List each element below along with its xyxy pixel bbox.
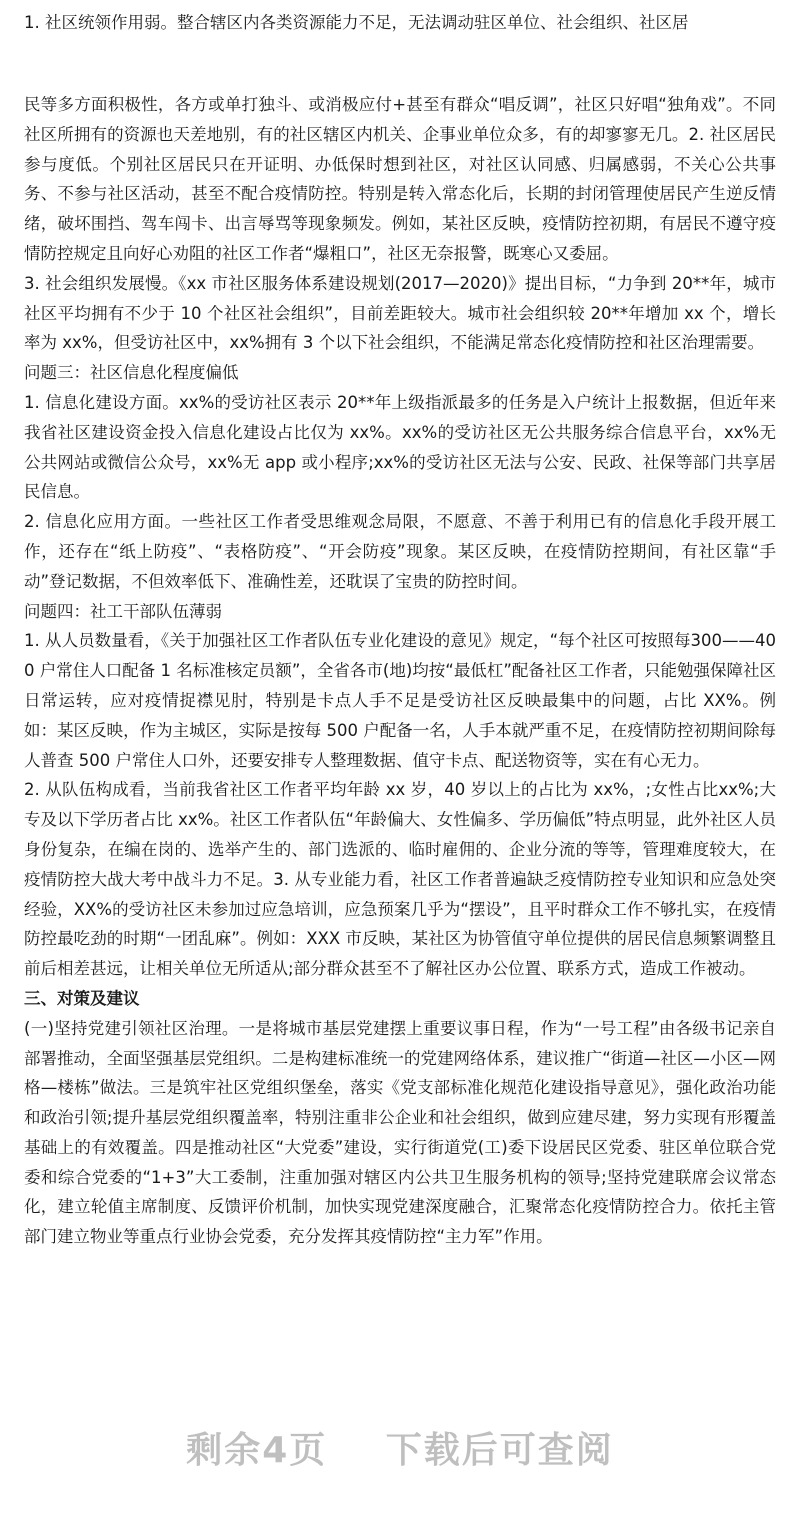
- download-to-read-label: 下载后可查阅: [385, 1430, 614, 1471]
- download-prompt-footer[interactable]: [0, 1422, 800, 1473]
- paragraph-party-building: (一)坚持党建引领社区治理。一是将城市基层党建摆上重要议事日程，作为“一号工程”由各级书记亲自部署推动，全面坚强基层党组织。二是构建标准统一的党建网络体系，建议推广“街道—社区—小区—网格—楼栋”做法。三是筑牢社区党组织堡垒，落实《党支部标准化规范化建设指导意见》，强化政治功能和政治引领;提升基层党组织覆盖率，特别注重非公企业和社会组织，做到应建尽建，努力实现有形覆盖基础上的有效覆盖。四是推动社区“大党委”建设，实行街道党(工)委下设居民区党委、驻区单位联合党委和综合党委的“1+3”大工委制，注重加强对辖区内公共卫生服务机构的领导;坚持党建联席会议常态化，建立轮值主席制度、反馈评价机制，加快实现党建深度融合，汇聚常态化疫情防控合力。依托主管部门建立物业等重点行业协会党委，充分发挥其疫情防控“主力军”作用。: [24, 1018, 776, 1247]
- paragraph-info-construction: 1. 信息化建设方面。xx%的受访社区表示 20**年上级指派最多的任务是入户统计上报数据，但近年来我省社区建设资金投入信息化建设占比仅为 xx%。xx%的受访社区无公共服务综合信息平台，xx%无公共网站或微信公众号，xx%无 app 或小程序;xx%的受访社区无法与公安、民政、社保等部门共享居民信息。: [24, 392, 776, 502]
- document-body: [24, 90, 776, 1252]
- paragraph-info-application: 2. 信息化应用方面。一些社区工作者受思维观念局限，不愿意、不善于利用已有的信息化手段开展工作，还存在“纸上防疫”、“表格防疫”、“开会防疫”现象。某区反映，在疫情防控期间，有社区靠“手动”登记数据，不但效率低下、准确性差，还耽误了宝贵的防控时间。: [24, 512, 776, 591]
- heading-section-three: 三、对策及建议: [24, 988, 140, 1008]
- remaining-pages-label: 剩余4页: [186, 1430, 328, 1471]
- paragraph-first-line: 1. 社区统领作用弱。整合辖区内各类资源能力不足，无法调动驻区单位、社会组织、社区居: [24, 13, 689, 32]
- paragraph-social-organizations: 3. 社会组织发展慢。《xx 市社区服务体系建设规划(2017—2020)》提出目标，“力争到 20**年，城市社区平均拥有不少于 10 个社区社会组织”，目前差距较大。城市社会组织较 20**年增加 xx 个，增长率为 xx%，但受访社区中，xx%拥有 3 个以下社会组织，不能满足常态化疫情防控和社区治理需要。: [24, 273, 776, 353]
- heading-problem-three: 问题三：社区信息化程度偏低: [24, 363, 239, 383]
- heading-problem-four: 问题四：社工干部队伍薄弱: [24, 601, 222, 621]
- paragraph-staff-composition: 2. 从队伍构成看，当前我省社区工作者平均年龄 xx 岁，40 岁以上的占比为 xx%，;女性占比xx%;大专及以下学历者占比 xx%。社区工作者队伍“年龄偏大、女性偏多、学历偏低”特点明显，此外社区人员身份复杂，在编在岗的、选举产生的、部门选派的、临时雇佣的、企业分流的等等，管理难度较大，在疫情防控大战大考中战斗力不足。3. 从专业能力看，社区工作者普遍缺乏疫情防控专业知识和应急处突经验，XX%的受访社区未参加过应急培训，应急预案几乎为“摆设”，且平时群众工作不够扎实，在疫情防控最吃劲的时期“一团乱麻”。例如：XXX 市反映，某社区为协管值守单位提供的居民信息频繁调整且前后相差甚远，让相关单位无所适从;部分群众甚至不了解社区办公位置、联系方式，造成工作被动。: [24, 780, 776, 979]
- paragraph-staff-quantity: 1. 从人员数量看，《关于加强社区工作者队伍专业化建设的意见》规定，“每个社区可按照每300——400 户常住人口配备 1 名标准核定员额”，全省各市(地)均按“最低杠”配备社区工作者，只能勉强保障社区日常运转，应对疫情捉襟见肘，特别是卡点人手不足是受访社区反映最集中的问题，占比 XX%。例如：某区反映，作为主城区，实际是按每 500 户配备一名，人手本就严重不足，在疫情防控初期间除每人普查 500 户常住人口外，还要安排专人整理数据、值守卡点、配送物资等，实在有心无力。: [24, 631, 776, 770]
- paragraph-community-participation: 民等多方面积极性，各方或单打独斗、或消极应付+甚至有群众“唱反调”，社区只好唱“独角戏”。不同社区所拥有的资源也天差地别，有的社区辖区内机关、企事业单位众多，有的却寥寥无几。2. 社区居民参与度低。个别社区居民只在开证明、办低保时想到社区，对社区认同感、归属感弱，不关心公共事务、不参与社区活动，甚至不配合疫情防控。特别是转入常态化后，长期的封闭管理使居民产生逆反情绪，破坏围挡、驾车闯卡、出言辱骂等现象频发。例如，某社区反映，疫情防控初期，有居民不遵守疫情防控规定且向好心劝阻的社区工作者“爆粗口”，社区无奈报警，既寒心又委屈。: [24, 95, 776, 263]
